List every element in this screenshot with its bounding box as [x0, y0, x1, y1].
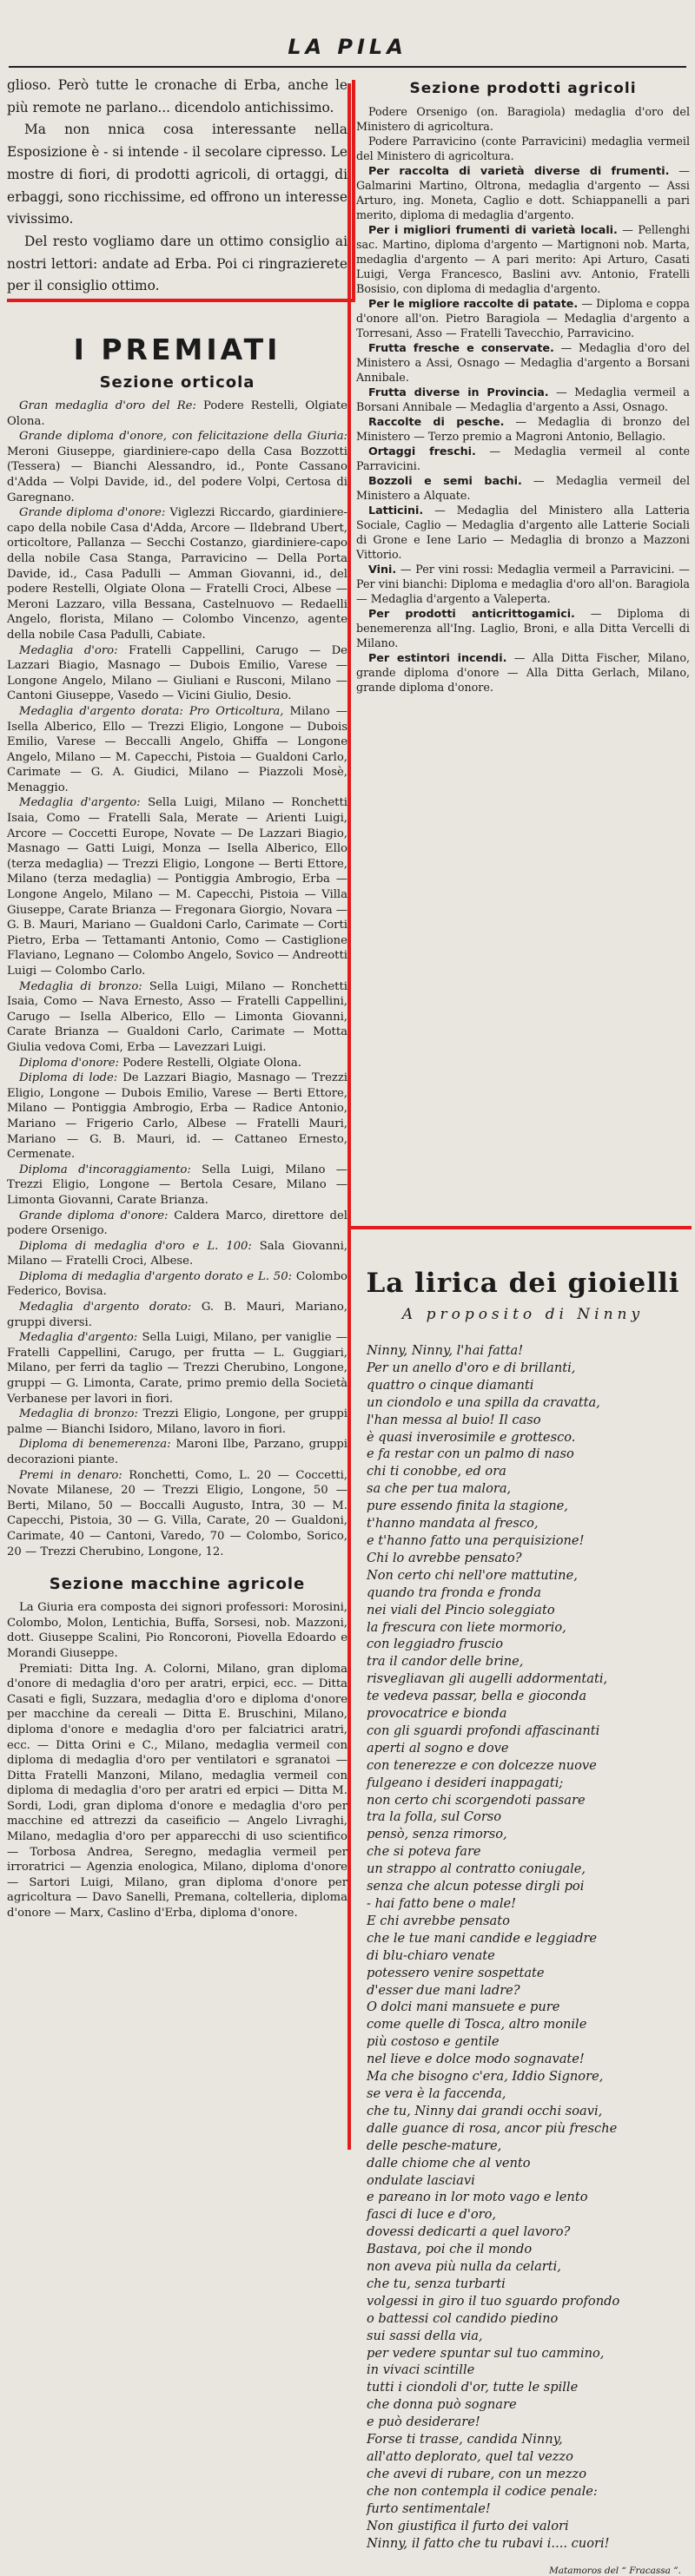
poem-line: pensò, senza rimorso, [367, 1827, 507, 1842]
poem-line: Forse ti trasse, candida Ninny, [367, 2432, 563, 2448]
award-entry: Diploma d'incoraggiamento: Sella Luigi, Milano — Trezzi Eligio, Longone — Bertola Cesare, Milano — Limonta Giovanni, Carate Brianza. [7, 1163, 348, 1207]
award-entry: Diploma di benemerenza: Maroni Ilbe, Parzano, gruppi decorazioni piante. [7, 1438, 348, 1466]
poem-line: l'han messa al buio! Il caso [367, 1412, 541, 1427]
poem-line: nel lieve e dolce modo sognavate! [367, 2052, 585, 2067]
poem-line: delle pesche-mature, [367, 2138, 502, 2153]
poem-line: che donna può sognare [367, 2397, 517, 2413]
award-entry: Per le migliore raccolte di patate. — Diploma e coppa d'onore all'on. Pietro Baragiola — Medaglia d'argento a Torresani, Asso — Fratelli Tavecchio, Parravicino. [356, 297, 690, 339]
intro-paragraph: glioso. Però tutte le cronache di Erba, anche le più remote ne parlano... dicendolo antichissimo. [7, 77, 348, 115]
poem-subtitle: A proposito di Ninny [401, 1306, 645, 1323]
award-entry: Latticini. — Medaglia del Ministero alla Latteria Sociale, Caglio — Medaglia d'argento alle Latterie Sociali di Grone e Iene Lario — Medaglia di bronzo a Mazzoni Vittorio. [356, 504, 690, 561]
poem-line: furto sentimentale! [367, 2500, 491, 2516]
award-entry: Diploma di medaglia d'argento dorato e L. 50: Colombo Federico, Bovisa. [7, 1269, 348, 1299]
masthead: LA PILA [288, 35, 407, 59]
macchine-list [7, 1600, 348, 1920]
award-entry: Raccolte di pesche. — Medaglia di bronzo del Ministero — Terzo premio a Magroni Antonio, Bellagio. [356, 415, 691, 443]
premiati-title: I PREMIATI [73, 333, 281, 367]
poem-line: tra la folla, sul Corso [367, 1809, 502, 1825]
award-entry: Vini. — Per vini rossi: Medaglia vermeil a Parravicini. — Per vini bianchi: Diploma e medaglia d'oro all'on. Baragiola — Medaglia d'argento a Valeperta. [356, 563, 690, 605]
award-entry: Per i migliori frumenti di varietà locali. — Pellenghi sac. Martino, diploma d'argento — Martignoni nob. Marta, medaglia d'argento — A pari merito: Api Arturo, Casati Luigi, Verga Francesco, Baslini avv. Antonio, Fratelli Bosisio, con diploma di medaglia d'argento. [356, 223, 691, 295]
award-entry: Medaglia di bronzo: Sella Luigi, Milano — Ronchetti Isaia, Como — Nava Ernesto, Asso — Fratelli Cappellini, Carugo — Isella Alberico, Ello — Limonta Giovanni, Carate Brianza — Gualdoni Carlo, Carimate — Motta Giulia vedova Comi, Erba — Lavezzari Luigi. [7, 979, 348, 1054]
poem-line: o battessi col candido piedino [367, 2310, 559, 2326]
poem-line: Ninny, Ninny, l'hai fatta! [367, 1343, 524, 1358]
poem-line: nei viali del Pincio soleggiato [367, 1602, 555, 1617]
poem-line: più costoso e gentile [367, 2034, 500, 2050]
poem-line: che tu, senza turbarti [367, 2276, 506, 2291]
poem-line: con tenerezze e con dolcezze nuove [367, 1757, 597, 1773]
poem-line: chi ti conobbe, ed ora [367, 1464, 506, 1479]
marker-line-intro-horizontal [7, 299, 354, 302]
award-entry: Grande diploma d'onore: Caldera Marco, direttore del podere Orsenigo. [7, 1209, 348, 1238]
award-entry: Per raccolta di varietà diverse di frumenti. — Galmarini Martino, Oltrona, medaglia d'argento — Assi Arturo, ing. Moneta, Caglio e dott. Schiappanelli a pari merito, diploma di medaglia d'argento. [356, 164, 690, 221]
poem-line: per vedere spuntar sul tuo cammino, [367, 2345, 605, 2361]
award-entry: Gran medaglia d'oro del Re: Podere Restelli, Olgiate Olona. [7, 399, 348, 428]
marker-line-center-top [348, 83, 351, 1226]
award-entry: Per estintori incendi. — Alla Ditta Fischer, Milano, grande diploma d'onore — Alla Ditta Gerlach, Milano, grande diploma d'onore. [356, 651, 691, 694]
award-entry: Frutta fresche e conservate. — Medaglia d'oro del Ministero a Assi, Osnago — Medaglia d'argento a Borsani Annibale. [356, 341, 690, 384]
poem-line: O dolci mani mansuete e pure [367, 2000, 560, 2015]
poem-line: che tu, Ninny dai grandi occhi soavi, [367, 2103, 603, 2118]
award-entry: Per prodotti anticrittogamici. — Diploma di benemerenza all'Ing. Laglio, Broni, e alla Ditta Vercelli di Milano. [356, 607, 691, 649]
award-entry: Medaglia d'argento: Sella Luigi, Milano — Ronchetti Isaia, Como — Fratelli Sala, Merate — Arienti Luigi, Arcore — Coccetti Europe, Novate — De Lazzari Biagio, Masnago — Gatti Luigi, Monza — Isella Alberico, Ello (terza medaglia) — Trezzi Eligio, Longone — Berti Ettore, Milano (terza medaglia) — Pontiggia Ambrogio, Erba — Longone Angelo, Milano — M. Capecchi, Pistoia — Villa Giuseppe, Carate Brianza — Fregonara Giorgio, Novara — G. B. Mauri, Mariano — Gualdoni Carlo, Carimate — Corti Pietro, Erba — Tettamanti Antonio, Como — Castiglione Flaviano, Legnano — Colombo Angelo, Sovico — Andreotti Luigi — Colombo Carlo. [7, 796, 348, 978]
award-entry: Bozzoli e semi bachi. — Medaglia vermeil del Ministero a Alquate. [356, 474, 691, 502]
poem-line: e pareano in lor moto vago e lento [367, 2190, 588, 2205]
poem-line: Non certo chi nell'ore mattutine, [367, 1567, 578, 1583]
poem-line: se vera è la faccenda, [367, 2085, 506, 2101]
poem-line: - hai fatto bene o male! [367, 1896, 517, 1911]
award-entry: Podere Orsenigo (on. Baragiola) medaglia d'oro del Ministero di agricoltura. [356, 105, 690, 133]
poem-line: dovessi dedicarti a quel lavoro? [367, 2224, 571, 2240]
award-entry: Grande diploma d'onore, con felicitazione della Giuria: Meroni Giuseppe, giardiniere-capo della Casa Bozzotti (Tessera) — Bianchi Alessandro, id., Ponte Cassano d'Adda — Volpi Davide, id., del podere Volpi, Certosa di Garegnano. [7, 430, 348, 504]
award-entry: Podere Parravicino (conte Parravicini) medaglia vermeil del Ministero di agricoltura. [356, 135, 690, 162]
poem-line: d'esser due mani ladre? [367, 1982, 520, 1998]
poem-line: Ninny, il fatto che tu rubavi i.... cuori! [367, 2535, 610, 2551]
poem-line: un strappo al contratto coniugale, [367, 1861, 586, 1877]
poem-line: sa che per tua malora, [367, 1481, 512, 1497]
poem-line: e fa restar con un palmo di naso [367, 1446, 574, 1462]
award-entry: Ortaggi freschi. — Medaglia vermeil al conte Parravicini. [356, 445, 690, 472]
poem-line: quando tra fronda e fronda [367, 1584, 541, 1600]
poem-line: è quasi inverosimile e grottesco. [367, 1429, 576, 1445]
poem-line: con leggiadro fruscio [367, 1637, 503, 1652]
poem-line: tra il candor delle brine, [367, 1654, 524, 1670]
macchine-section-title: Sezione macchine agricole [49, 1575, 306, 1594]
marker-line-poem-top [348, 1226, 692, 1229]
poem-line: all'atto deplorato, quel tal vezzo [367, 2449, 573, 2464]
award-entry: Medaglia d'oro: Fratelli Cappellini, Carugo — De Lazzari Biagio, Masnago — Dubois Emilio, Varese — Longone Angelo, Milano — Giuliani e Rusconi, Milano — Cantoni Giuseppe, Vasedo — Vicini Giulio, Desio. [7, 643, 348, 703]
prodotti-list [356, 104, 690, 695]
poem-signature: Matamoros del “ Fracassa ”. [549, 2566, 681, 2576]
poem-line: e t'hanno fatto una perquisizione! [367, 1532, 585, 1548]
poem-line: Bastava, poi che il mondo [367, 2242, 533, 2257]
poem-title: La lirica dei gioielli [366, 1268, 680, 1299]
poem-line: che non contempla il codice penale: [367, 2483, 598, 2499]
poem-line: aperti al sogno e dove [367, 1740, 509, 1756]
orticola-section-title: Sezione orticola [99, 373, 255, 392]
poem-line: te vedeva passar, bella e gioconda [367, 1689, 587, 1704]
award-entry: Medaglia d'argento dorata: Pro Orticoltura, Milano — Isella Alberico, Ello — Trezzi Eligio, Longone — Dubois Emilio, Varese — Beccalli Angelo, Ghiffa — Longone Angelo, Milano — M. Capecchi, Pistoia — Gualdoni Carlo, Carimate — G. A. Giudici, Milano — Piazzoli Mosè, Menaggio. [7, 704, 348, 794]
poem-line: E chi avrebbe pensato [367, 1913, 510, 1928]
award-entry: Premi in denaro: Ronchetti, Como, L. 20 — Coccetti, Novate Milanese, 20 — Trezzi Eligio, Longone, 50 — Berti, Milano, 50 — Boccalli Augusto, Intra, 30 — M. Capecchi, Pistoia, 30 — G. Villa, Carate, 20 — Gualdoni, Carimate, 40 — Cantoni, Varedo, 70 — Colombo, Sorico, 20 — Trezzi Cherubino, Longone, 12. [7, 1468, 348, 1558]
award-entry: Medaglia d'argento: Sella Luigi, Milano, per vaniglie — Fratelli Cappellini, Carugo, per frutta — L. Guggiari, Milano, per ferri da taglio — Trezzi Cherubino, Longone, gruppi — G. Limonta, Carate, primo premio della Società Verbanese per lavori in fiori. [7, 1331, 348, 1406]
poem-line: pure essendo finita la stagione, [367, 1499, 568, 1514]
poem-article [356, 1233, 690, 2576]
poem-line: Chi lo avrebbe pensato? [367, 1550, 522, 1565]
poem-line: come quelle di Tosca, altro monile [367, 2017, 587, 2032]
poem-line: un ciondolo e una spilla da cravatta, [367, 1394, 600, 1410]
poem-line: non certo chi scorgendoti passare [367, 1792, 586, 1808]
intro-paragraph: Del resto vogliamo dare un ottimo consiglio ai nostri lettori: andate ad Erba. Poi ci ringrazierete per il consiglio ottimo. [7, 233, 348, 294]
award-entry: Diploma di lode: De Lazzari Biagio, Masnago — Trezzi Eligio, Longone — Dubois Emilio, Varese — Berti Ettore, Milano — Pontiggia Ambrogio, Erba — Radice Antonio, Mariano — Frigerio Carlo, Albese — Fratelli Mauri, Mariano — G. B. Mauri, id. — Cattaneo Ernesto, Cermenate. [7, 1071, 348, 1162]
award-entry: Medaglia d'argento dorato: G. B. Mauri, Mariano, gruppi diversi. [7, 1301, 348, 1329]
poem-line: non aveva più nulla da celarti, [367, 2259, 561, 2275]
poem-line: ondulate lasciavi [367, 2172, 475, 2188]
poem-line: senza che alcun potesse dirgli poi [367, 1879, 585, 1894]
poem-line: t'hanno mandata al fresco, [367, 1516, 539, 1532]
poem-line: la frescura con liete mormorio, [367, 1619, 566, 1635]
orticola-list [7, 399, 348, 1559]
poem-line: fasci di luce e d'oro, [367, 2207, 497, 2223]
poem-line: e può desiderare! [367, 2415, 480, 2430]
poem-line: risvegliavan gli augelli addormentati, [367, 1671, 608, 1687]
poem-line: Non giustifica il furto dei valori [367, 2518, 569, 2533]
poem-line: che le tue mani candide e leggiadre [367, 1930, 598, 1946]
poem-line: in vivaci scintille [367, 2362, 475, 2378]
award-entry: Medaglia di bronzo: Trezzi Eligio, Longone, per gruppi palme — Bianchi Isidoro, Milano, lavoro in fiori. [7, 1407, 348, 1436]
award-entry: Diploma di medaglia d'oro e L. 100: Sala Giovanni, Milano — Fratelli Croci, Albese. [7, 1239, 348, 1268]
intro-article [7, 75, 348, 298]
right-column [356, 75, 690, 1216]
jury-paragraph: La Giuria era composta dei signori professori: Morosini, Colombo, Molon, Lentichia, Buffa, Sorsesi, nob. Mazzoni, dott. Giuseppe Scalini, Pio Roncoroni, Piovella Edoardo e Morandi Giuseppe. [7, 1601, 348, 1660]
poem-line: Per un anello d'oro e di brillanti, [367, 1360, 576, 1375]
poem-line: che si poteva fare [367, 1844, 481, 1860]
award-entry: Diploma d'onore: Podere Restelli, Olgiate Olona. [19, 1056, 301, 1070]
premiati-paragraph: Premiati: Ditta Ing. A. Colorni, Milano, gran diploma d'onore di medaglia d'oro per aratri, erpici, ecc. — Ditta Casati e figli, Suzzara, medaglia d'oro e diploma d'onore per macchine da cereali — Ditta E. Bruschini, Milano, diploma d'onore e medaglia d'oro per falciatrici aratri, ecc. — Ditta Orini e C., Milano, medaglia vermeil con diploma di medaglia d'oro per ventilatori e sgranatoi — Ditta Fratelli Manzoni, Milano, medaglia vermeil con diploma di medaglia d'oro per aratri ed erpici — Ditta M. Sordi, Lodi, gran diploma d'onore e medaglia d'oro per macchine ed attrezzi da caseificio — Angelo Livraghi, Milano, medaglia d'oro per apparecchi di uso scientifico — Torbosa Andrea, Seregno, medaglia vermeil per irroratrici — Agenzia enologica, Milano, diploma d'onore — Sartori Luigi, Milano, gran diploma d'onore per agricoltura — Davo Sanelli, Premana, coltelleria, diploma d'onore — Marx, Caslino d'Erba, diploma d'onore. [7, 1662, 348, 1920]
prodotti-section-title: Sezione prodotti agricoli [409, 80, 637, 97]
poem-line: tutti i ciondoli d'or, tutte le spille [367, 2380, 579, 2395]
poem-line: sui sassi della via, [367, 2328, 483, 2343]
masthead-rule [9, 66, 686, 68]
poem-body [356, 1342, 690, 2552]
marker-line-intro-vertical [352, 80, 355, 302]
poem-line: con gli sguardi profondi affascinanti [367, 1723, 600, 1738]
poem-line: Ma che bisogno c'era, Iddio Signore, [367, 2069, 604, 2085]
poem-line: fulgeano i desideri inappagati; [367, 1775, 564, 1790]
poem-line: potessero venire sospettate [367, 1965, 545, 1980]
poem-line: che avevi di rubare, con un mezzo [367, 2466, 587, 2481]
poem-line: di blu-chiaro venate [367, 1947, 495, 1963]
poem-line: volgessi in giro il tuo sguardo profondo [367, 2293, 620, 2309]
poem-line: quattro o cinque diamanti [367, 1377, 534, 1393]
left-column [7, 75, 348, 2150]
award-entry: Grande diploma d'onore: Viglezzi Riccardo, giardiniere-capo della nobile Casa d'Adda, Arcore — Ildebrand Ubert, orticoltore, Pallanza — Secchi Costanzo, giardiniere-capo della nobile Casa Stanga, Parravicino — Della Porta Davide, id., Casa Padulli — Amman Giovanni, id., del podere Restelli, Olgiate Olona — Fratelli Croci, Albese — Meroni Lazzaro, villa Bessana, Castelnuovo — Redaelli Angelo, florista, Milano — Colombo Vincenzo, agente della nobile Casa Padulli, Cabiate. [7, 506, 348, 642]
intro-paragraph: Ma non nnica cosa interessante nella Esposizione è - si intende - il secolare cipresso. Le mostre di fiori, di prodotti agricoli, di ortaggi, di erbaggi, sono ricchissime, ed offrono un interesse vivissimo. [7, 122, 348, 227]
poem-line: dalle guance di rosa, ancor più fresche [367, 2120, 618, 2136]
poem-line: provocatrice e bionda [367, 1706, 507, 1722]
marker-line-poem-left [348, 1229, 351, 2150]
poem-line: dalle chiome che al vento [367, 2155, 531, 2171]
award-entry: Frutta diverse in Provincia. — Medaglia vermeil a Borsani Annibale — Medaglia d'argento a Assi, Osnago. [356, 385, 690, 413]
